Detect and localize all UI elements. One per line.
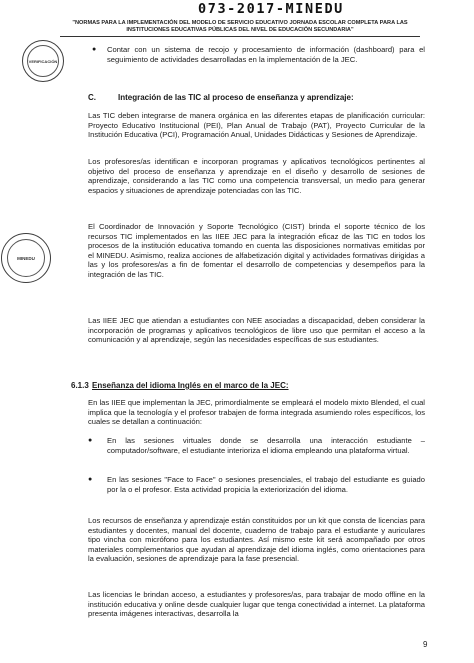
section-613-bullet-1: En las sesiones virtuales donde se desarrolla una interacción estudiante – computador/software, el estudiante interioriza el idioma empleando una plataforma virtual. xyxy=(107,436,425,455)
stamp-inner-ring xyxy=(7,239,45,277)
section-c-paragraph-4: Las IIEE JEC que atiendan a estudiantes con NEE asociadas a discapacidad, deben considerar la incorporación de programas y aplicativos tecnológicos de libre uso que permitan el acceso a la comunicación y al aprendizaje, según las necesidades específicas de sus estudiantes. xyxy=(88,316,425,345)
bullet-marker: ● xyxy=(92,46,97,53)
section-c-paragraph-1: Las TIC deben integrarse de manera orgánica en las diferentes etapas de planificación curricular: Proyecto Educativo Institucional (PEI), Plan Anual de Trabajo (PAT), Proyecto Curricular de la Institución Educativa (PCI), Programación Anual, Unidades Didácticas y Sesiones de Aprendizaje. xyxy=(88,111,425,140)
top-bullet-text: Contar con un sistema de recojo y procesamiento de información (dashboard) para el seguimiento de actividades desarrolladas en la implementación de la JEC. xyxy=(107,45,425,64)
document-number: 073-2017-MINEDU xyxy=(198,1,344,17)
section-c-letter: C. xyxy=(88,93,96,102)
stamp-text: VERIFICACIÓN xyxy=(28,58,58,64)
bullet-marker: ● xyxy=(88,476,93,483)
section-613-number: 6.1.3 xyxy=(71,381,89,390)
section-c-paragraph-2: Los profesores/as identifican e incorporan programas y aplicativos tecnológicos pertinentes al objetivo del proceso de enseñanza y aprendizaje en el diseño y desarrollo de sesiones de aprendizaje, considerando a las TIC como una competencia transversal, un medio para generar espacios y situaciones de aprendizaje potenciadas con las TIC. xyxy=(88,157,425,195)
section-613-paragraph-1: Los recursos de enseñanza y aprendizaje están constituidos por un kit que consta de licencias para estudiantes y docentes, manual del docente, cuaderno de trabajo para el estudiante y auriculares tipo vincha con micrófono para los estudiantes. Así mismo este kit será acompañado por otros materiales complementarios que ayudan al aprendizaje del idioma inglés, como orientaciones para la evaluación, sesiones de aprendizaje para la fase presencial. xyxy=(88,516,425,564)
section-613-bullet-2: En las sesiones "Face to Face" o sesiones presenciales, el trabajo del estudiante es guiado por la o el profesor. Esta actividad propicia la exteriorización del idioma. xyxy=(107,475,425,494)
bullet-marker: ● xyxy=(88,437,93,444)
minedu-stamp xyxy=(1,233,51,283)
section-613-title: Enseñanza del idioma Inglés en el marco de la JEC: xyxy=(92,381,289,390)
header-title: "NORMAS PARA LA IMPLEMENTACIÓN DEL MODELO DE SERVICIO EDUCATIVO JORNADA ESCOLAR COMPLETA PARA LAS INSTITUCIONES EDUCATIVAS PÚBLICAS DEL NIVEL DE EDUCACIÓN SECUNDARIA" xyxy=(72,20,408,33)
section-c-paragraph-3: El Coordinador de Innovación y Soporte Tecnológico (CIST) brinda el soporte técnico de los recursos TIC implementados en las IIEE JEC para la integración eficaz de las TIC en todos los procesos de la institución educativa tomando en cuenta las disposiciones normativas emitidas por el MINEDU. Asimismo, realiza acciones de alfabetización digital y actividades formativas dirigidas a las y los profesores/as a fin de fomentar el desarrollo de competencias y desempeños para la integración de las TIC. xyxy=(88,222,425,279)
section-613-paragraph-2: Las licencias le brindan acceso, a estudiantes y profesores/as, para trabajar de modo offline en la institución educativa y online desde cualquier lugar que tenga conectividad a internet. La plataforma presenta imágenes interactivas, desarrolla la xyxy=(88,590,425,619)
verification-stamp xyxy=(22,40,64,82)
header-divider xyxy=(60,36,420,37)
section-c-title: Integración de las TIC al proceso de enseñanza y aprendizaje: xyxy=(118,93,354,102)
stamp-inner-ring xyxy=(27,45,59,77)
stamp-text: MINEDU xyxy=(17,255,35,261)
page-number: 9 xyxy=(423,640,428,649)
section-613-intro: En las IIEE que implementan la JEC, primordialmente se empleará el modelo mixto Blended, el cual implica que la tecnología y el profesor trabajen de forma integrada asumiendo roles específicos, los cuales se detallan a continuación: xyxy=(88,398,425,427)
